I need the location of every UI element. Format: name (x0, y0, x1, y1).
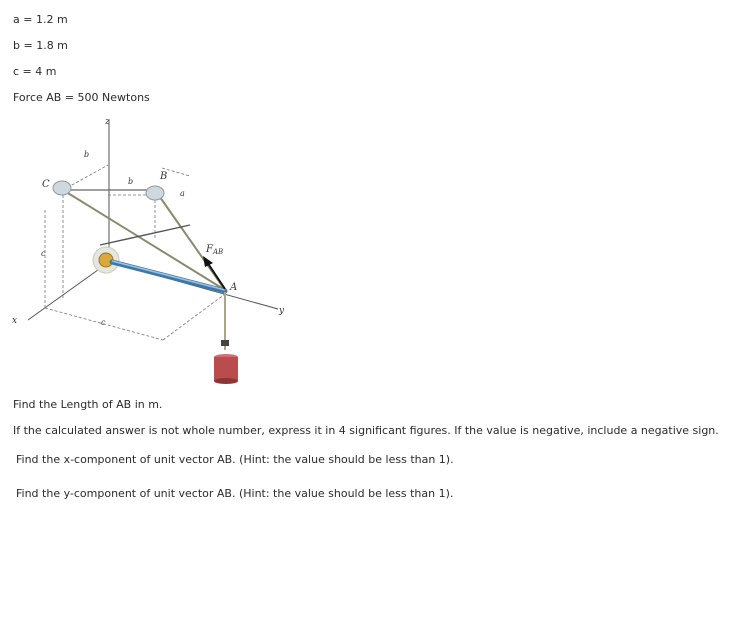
label-z: z (105, 117, 110, 127)
support-C (53, 181, 71, 195)
label-b-right: b (128, 177, 134, 186)
back-rod (100, 225, 190, 245)
weight-bottom (214, 378, 238, 384)
label-c-vertical: c (41, 249, 46, 258)
weight-body (214, 357, 238, 381)
given-b: b = 1.8 m (13, 39, 68, 52)
force-arrowhead (203, 256, 213, 267)
label-a: a (180, 189, 185, 198)
label-b-left: b (84, 150, 90, 159)
question-x-component: Find the x-component of unit vector AB. (Hint: the value should be less than 1). (16, 453, 454, 466)
label-B: B (160, 171, 168, 182)
label-A: A (230, 282, 238, 293)
label-y: y (279, 306, 285, 316)
question-length: Find the Length of AB in m. (13, 398, 163, 411)
support-B (146, 186, 164, 200)
given-a: a = 1.2 m (13, 13, 68, 26)
label-C: C (42, 179, 50, 190)
label-c-horizontal: c (101, 318, 106, 327)
x-axis (28, 262, 109, 320)
label-force: $F_{AB}$ (206, 244, 224, 256)
cable-AC (63, 190, 225, 290)
label-x: x (12, 316, 18, 326)
given-force: Force AB = 500 Newtons (13, 91, 150, 104)
instruction-text: If the calculated answer is not whole number, express it in 4 significant figures. If the value is negative, include a negative sign. (13, 424, 719, 437)
question-y-component: Find the y-component of unit vector AB. (Hint: the value should be less than 1). (16, 487, 454, 500)
hook (221, 340, 229, 346)
problem-figure (0, 108, 310, 390)
given-c: c = 4 m (13, 65, 57, 78)
